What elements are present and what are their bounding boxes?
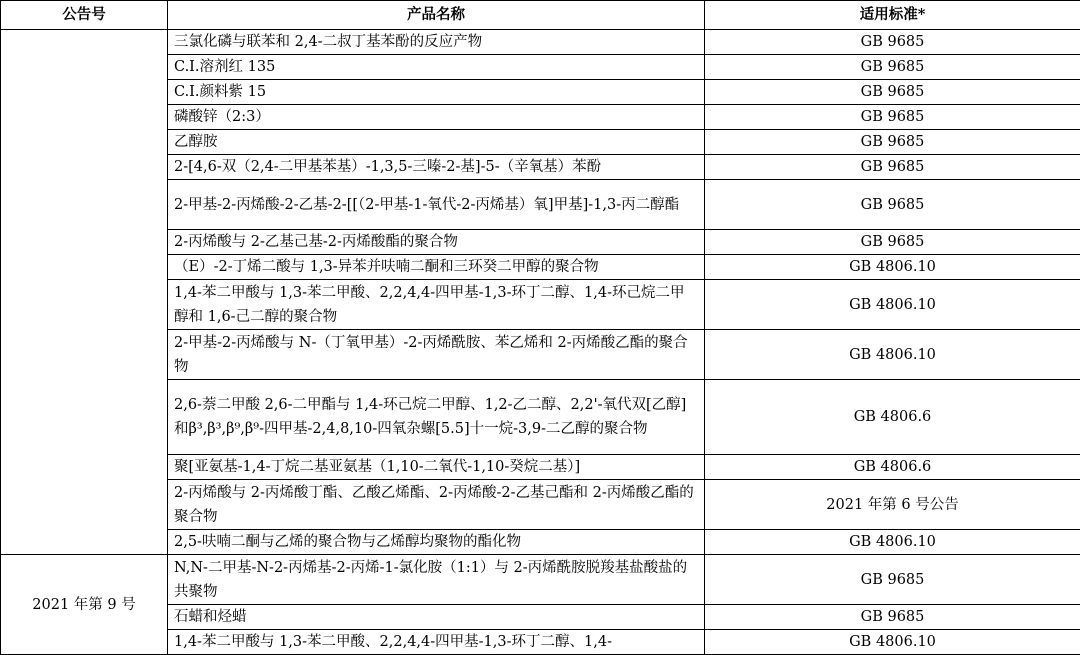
standard-cell: GB 9685 (705, 80, 1080, 105)
standard-cell: GB 4806.10 (705, 630, 1080, 655)
header-row (1, 1, 1080, 30)
standard-cell: GB 4806.10 (705, 330, 1080, 380)
standard-cell: GB 9685 (705, 105, 1080, 130)
header-announcement: 公告号 (1, 1, 168, 30)
product-name-cell: 2,6-萘二甲酸 2,6-二甲酯与 1,4-环己烷二甲醇、1,2-乙二醇、2,2'-氧代双[乙醇]和β³,β³,β⁹,β⁹-四甲基-2,4,8,10-四氧杂螺[5.5]十一烷-3,9-二乙醇的聚合物 (168, 380, 705, 455)
product-name-cell: 三氯化磷与联苯和 2,4-二叔丁基苯酚的反应产物 (168, 30, 705, 55)
standard-cell: GB 4806.10 (705, 255, 1080, 280)
standard-cell: GB 9685 (705, 180, 1080, 230)
standard-cell: GB 4806.6 (705, 380, 1080, 455)
standard-cell: GB 9685 (705, 555, 1080, 605)
product-name-cell: 2-甲基-2-丙烯酸-2-乙基-2-[[（2-甲基-1-氧代-2-丙烯基）氧]甲基]-1,3-丙二醇酯 (168, 180, 705, 230)
standard-cell: GB 9685 (705, 155, 1080, 180)
product-name-cell: C.I.溶剂红 135 (168, 55, 705, 80)
table-row (1, 555, 1080, 605)
standard-cell: GB 4806.6 (705, 455, 1080, 480)
product-name-cell: 磷酸锌（2:3） (168, 105, 705, 130)
table-row (1, 30, 1080, 55)
standard-cell: GB 9685 (705, 130, 1080, 155)
announcement-cell-empty (1, 30, 168, 555)
product-name-cell: N,N-二甲基-N-2-丙烯基-2-丙烯-1-氯化胺（1:1）与 2-丙烯酰胺脱羧基盐酸盐的共聚物 (168, 555, 705, 605)
product-name-cell: 2-丙烯酸与 2-丙烯酸丁酯、乙酸乙烯酯、2-丙烯酸-2-乙基己酯和 2-丙烯酸乙酯的聚合物 (168, 480, 705, 530)
standard-cell: GB 9685 (705, 605, 1080, 630)
product-name-cell: 2,5-呋喃二酮与乙烯的聚合物与乙烯醇均聚物的酯化物 (168, 530, 705, 555)
product-name-cell: 2-甲基-2-丙烯酸与 N-（丁氧甲基）-2-丙烯酰胺、苯乙烯和 2-丙烯酸乙酯的聚合物 (168, 330, 705, 380)
announcement-cell: 2021 年第 9 号 (1, 555, 168, 655)
standard-cell: GB 4806.10 (705, 280, 1080, 330)
product-name-cell: 1,4-苯二甲酸与 1,3-苯二甲酸、2,2,4,4-四甲基-1,3-环丁二醇、1,4- (168, 630, 705, 655)
product-name-cell: （E）-2-丁烯二酸与 1,3-异苯并呋喃二酮和三环癸二甲醇的聚合物 (168, 255, 705, 280)
standard-cell: 2021 年第 6 号公告 (705, 480, 1080, 530)
product-name-cell: 2-[4,6-双（2,4-二甲基苯基）-1,3,5-三嗪-2-基]-5-（辛氧基）苯酚 (168, 155, 705, 180)
standard-cell: GB 4806.10 (705, 530, 1080, 555)
product-name-cell: C.I.颜料紫 15 (168, 80, 705, 105)
standard-cell: GB 9685 (705, 230, 1080, 255)
standard-cell: GB 9685 (705, 55, 1080, 80)
header-product-name: 产品名称 (168, 1, 705, 30)
header-standard: 适用标准* (705, 1, 1080, 30)
product-name-cell: 石蜡和烃蜡 (168, 605, 705, 630)
product-name-cell: 1,4-苯二甲酸与 1,3-苯二甲酸、2,2,4,4-四甲基-1,3-环丁二醇、1,4-环己烷二甲醇和 1,6-己二醇的聚合物 (168, 280, 705, 330)
product-name-cell: 2-丙烯酸与 2-乙基己基-2-丙烯酸酯的聚合物 (168, 230, 705, 255)
product-name-cell: 乙醇胺 (168, 130, 705, 155)
product-name-cell: 聚[亚氨基-1,4-丁烷二基亚氨基（1,10-二氧代-1,10-癸烷二基）] (168, 455, 705, 480)
standard-cell: GB 9685 (705, 30, 1080, 55)
